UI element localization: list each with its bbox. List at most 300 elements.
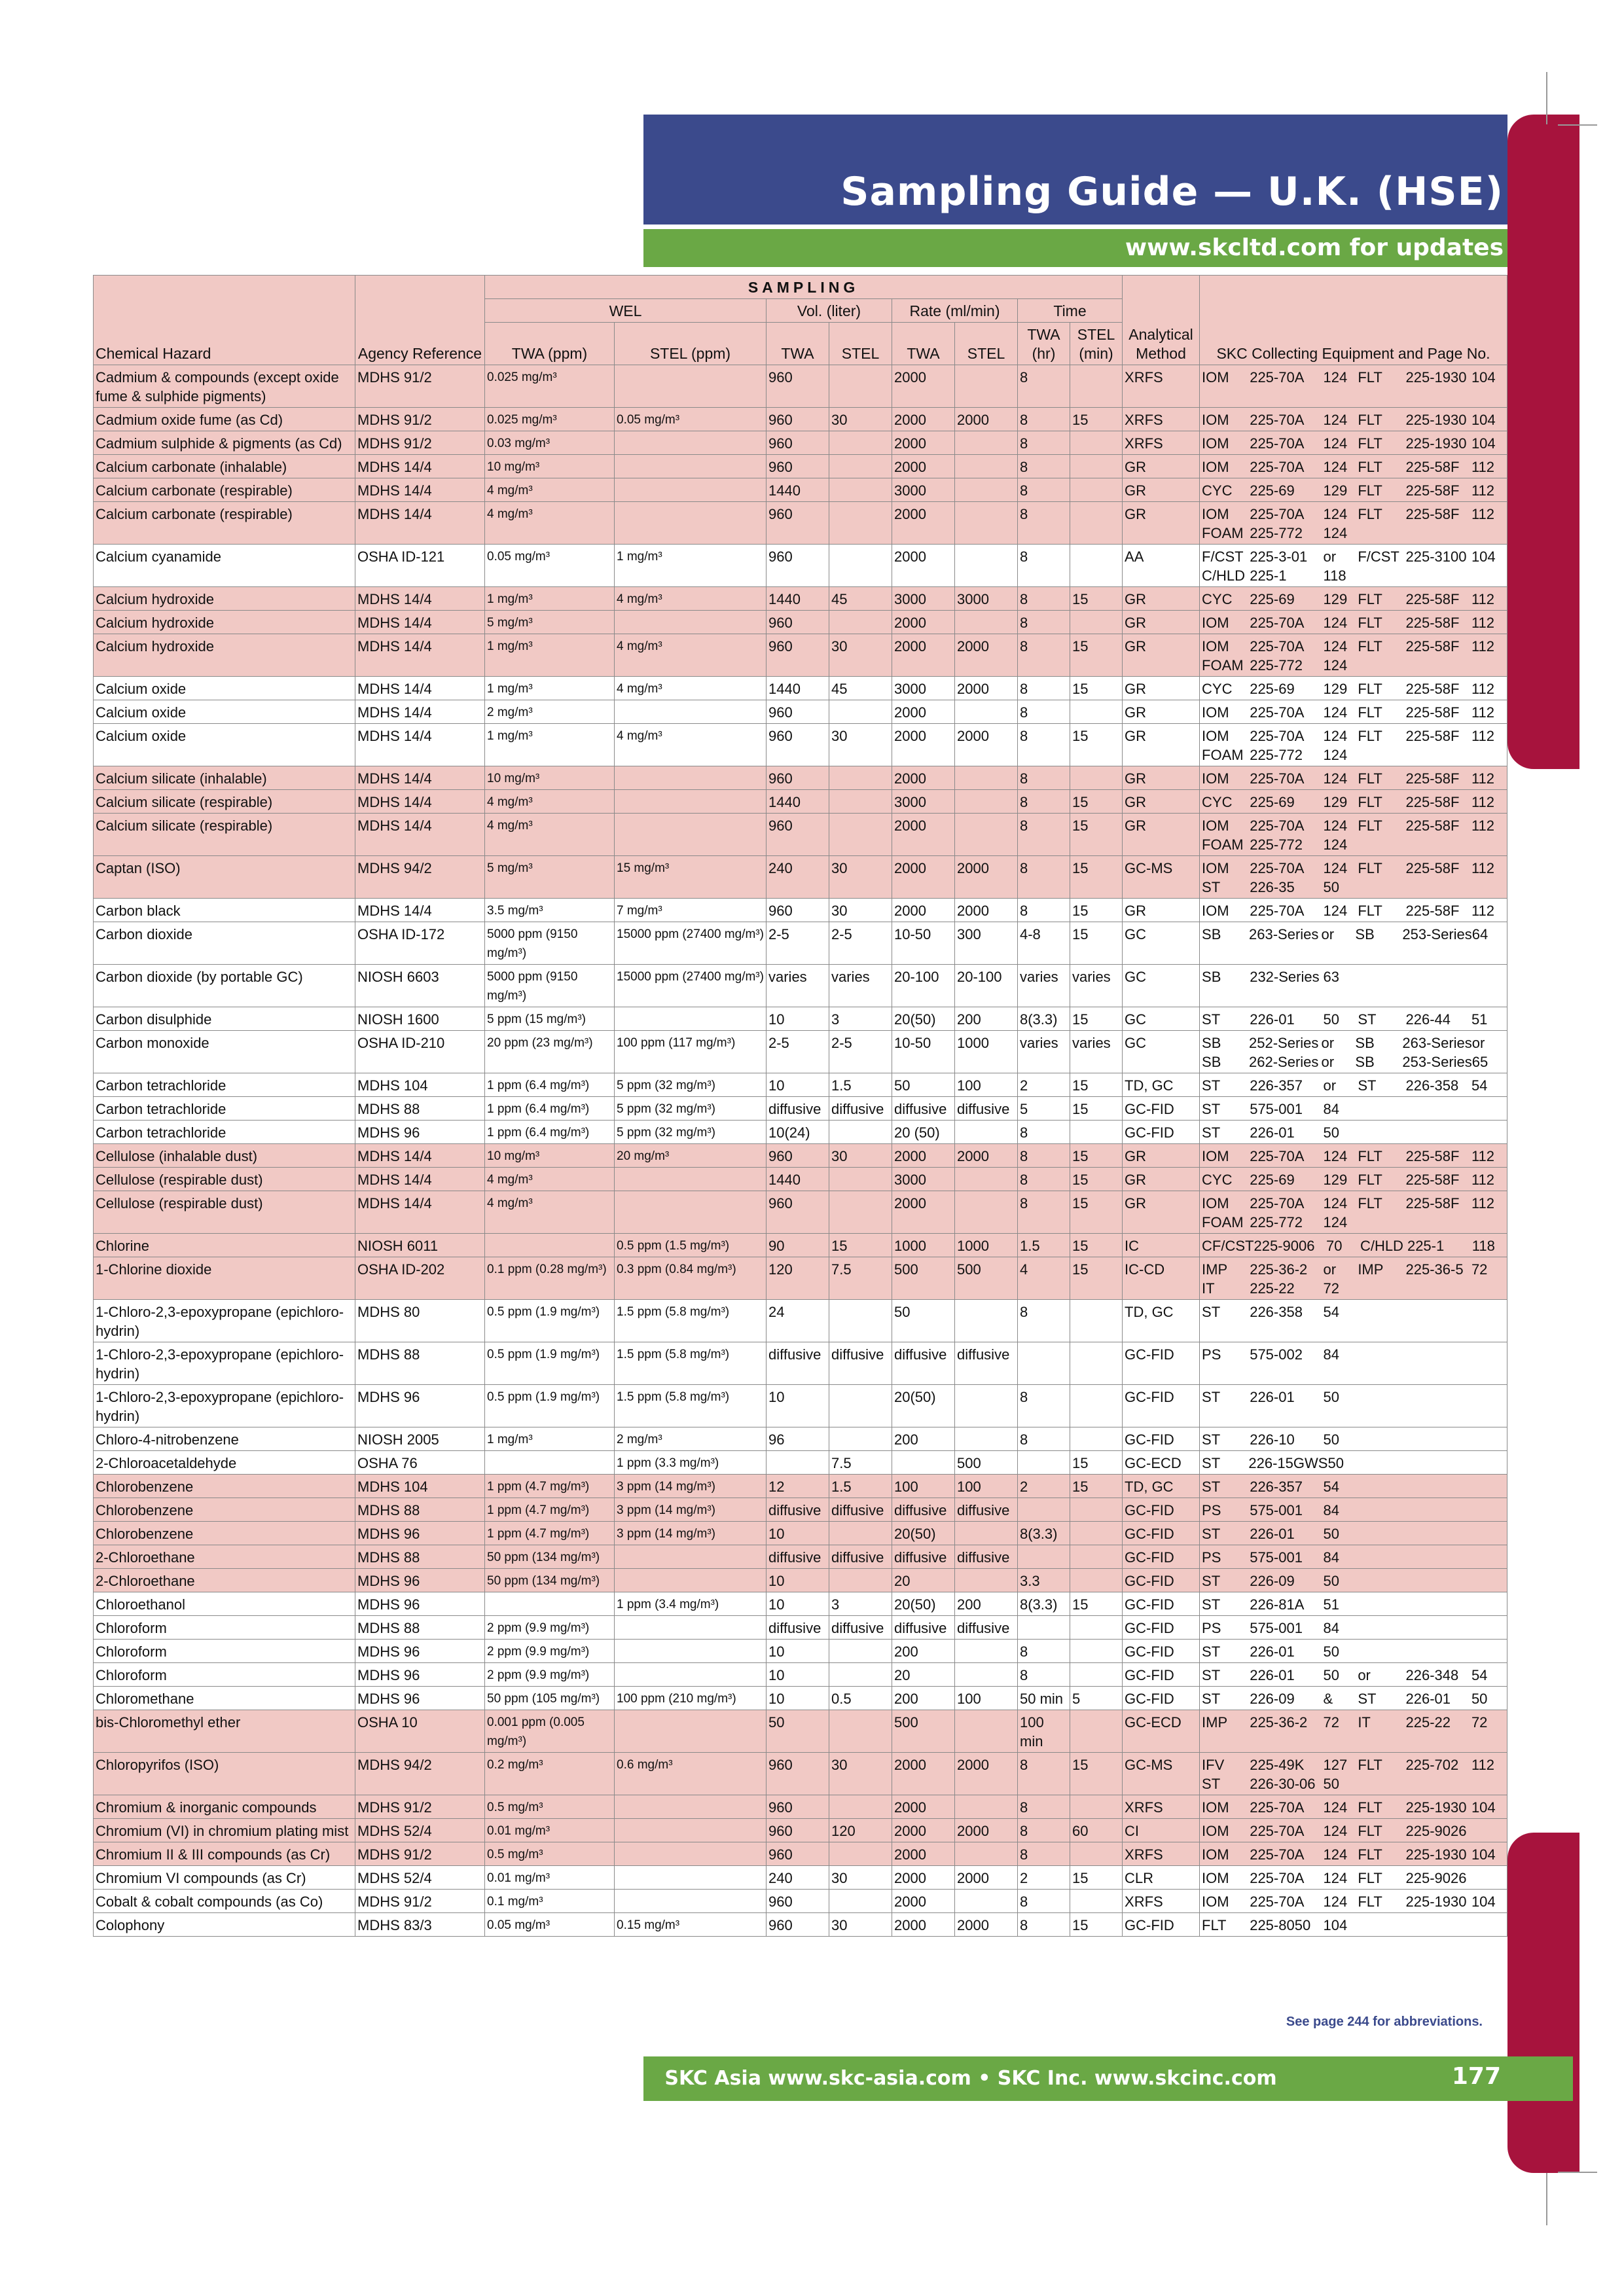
agency-cell: MDHS 88: [355, 1498, 485, 1522]
rate-twa-cell: 20 (50): [892, 1121, 955, 1144]
equipment-part: [1471, 1345, 1505, 1364]
time-twa-cell: varies: [1018, 965, 1070, 1007]
table-row: [94, 502, 1507, 545]
equipment-line: [1202, 1454, 1505, 1473]
twa-cell: 50 ppm (134 mg/m³): [485, 1569, 615, 1592]
equipment-part: 225-69: [1250, 591, 1295, 607]
equipment-part: 225-70A: [1250, 506, 1305, 522]
equipment-part: IOM: [1202, 1799, 1229, 1816]
equipment-part: [1471, 1619, 1505, 1638]
equipment-part: 226-01: [1250, 1011, 1295, 1028]
equipment-part: 54: [1323, 1304, 1340, 1320]
side-tab-bottom: [1507, 1833, 1579, 2173]
time-twa-cell: [1018, 1545, 1070, 1569]
time-twa-cell: 8: [1018, 790, 1070, 814]
equipment-part: 225-8050: [1250, 1917, 1311, 1933]
time-stel-cell: 15: [1070, 899, 1123, 922]
equipment-part: 112: [1471, 1148, 1495, 1164]
sampling-group-header: SAMPLING: [485, 276, 1123, 299]
equipment-line: [1202, 434, 1505, 453]
table-row: [94, 724, 1507, 766]
equipment-part: 104: [1323, 1917, 1348, 1933]
equipment-part: FLT: [1358, 1757, 1382, 1773]
stel-cell: [615, 502, 767, 545]
equipment-part: IMP: [1358, 1261, 1384, 1278]
rate-stel-cell: 100: [955, 1687, 1018, 1710]
equipment-part: 124: [1323, 459, 1348, 475]
chemical-cell: Carbon dioxide: [94, 922, 355, 965]
table-row: [94, 1663, 1507, 1687]
agency-cell: MDHS 14/4: [355, 724, 485, 766]
equipment-part: 124: [1323, 1195, 1348, 1211]
equipment-cell: [1200, 1795, 1507, 1819]
method-cell: GC-FID: [1123, 1498, 1200, 1522]
agency-cell: MDHS 91/2: [355, 431, 485, 455]
rate-stel-cell: [955, 1427, 1018, 1451]
rate-twa-cell: diffusive: [892, 1342, 955, 1385]
rate-twa-cell: 20(50): [892, 1522, 955, 1545]
vol-twa-cell: 960: [767, 545, 829, 587]
table-row: [94, 899, 1507, 922]
rate-stel-cell: 1000: [955, 1031, 1018, 1073]
equipment-part: 112: [1471, 817, 1495, 834]
equipment-line: [1202, 967, 1505, 986]
equipment-part: 50: [1323, 1526, 1340, 1542]
equipment-part: 262-Series: [1249, 1054, 1319, 1070]
equipment-part: [1362, 1454, 1408, 1473]
agency-cell: MDHS 80: [355, 1300, 485, 1342]
equipment-part: [1471, 1123, 1505, 1142]
equipment-part: 50: [1323, 1776, 1340, 1792]
equipment-line: [1202, 1501, 1505, 1520]
equipment-line: [1202, 679, 1505, 698]
vol-stel-cell: 30: [829, 1144, 892, 1168]
vol-twa-cell: 960: [767, 1842, 829, 1866]
stel-cell: [615, 1545, 767, 1569]
equipment-part: CYC: [1202, 591, 1233, 607]
rate-twa-cell: 2000: [892, 899, 955, 922]
table-row: [94, 431, 1507, 455]
equipment-part: 50: [1323, 1573, 1340, 1589]
equipment-part: 54: [1471, 1077, 1488, 1094]
time-twa-cell: 8: [1018, 766, 1070, 790]
twa-cell: 0.05 mg/m³: [485, 1913, 615, 1937]
equipment-part: [1358, 1595, 1405, 1614]
rate-twa-cell: 2000: [892, 502, 955, 545]
agency-cell: MDHS 88: [355, 1545, 485, 1569]
twa-cell: 1 ppm (6.4 mg/m³): [485, 1073, 615, 1097]
method-cell: TD, GC: [1123, 1300, 1200, 1342]
rate-stel-cell: diffusive: [955, 1616, 1018, 1640]
vol-stel-cell: 3: [829, 1592, 892, 1616]
equipment-part: 226-09: [1250, 1573, 1295, 1589]
time-stel-cell: 15: [1070, 1168, 1123, 1191]
vol-twa-cell: [767, 1451, 829, 1475]
stel-cell: 4 mg/m³: [615, 634, 767, 677]
method-cell: XRFS: [1123, 408, 1200, 431]
equipment-cell: [1200, 1687, 1507, 1710]
equipment-part: F/CST: [1202, 548, 1244, 565]
equipment-part: 72: [1471, 1261, 1488, 1278]
equipment-line: [1202, 1774, 1505, 1793]
stel-cell: [615, 1569, 767, 1592]
time-stel-cell: [1070, 1498, 1123, 1522]
time-twa-cell: 8(3.3): [1018, 1007, 1070, 1031]
equipment-part: 225-70A: [1250, 1195, 1305, 1211]
twa-cell: [485, 1234, 615, 1257]
equipment-part: 129: [1323, 1172, 1348, 1188]
method-cell: GR: [1123, 634, 1200, 677]
equipment-part: 112: [1471, 770, 1495, 787]
equipment-cell: [1200, 634, 1507, 677]
equipment-cell: [1200, 766, 1507, 790]
equipment-cell: [1200, 1522, 1507, 1545]
col-chemical-hazard: Chemical Hazard: [94, 276, 355, 365]
equipment-part: FOAM: [1202, 525, 1244, 541]
twa-cell: 4 mg/m³: [485, 478, 615, 502]
time-twa-cell: 5: [1018, 1097, 1070, 1121]
equipment-part: [1471, 1524, 1505, 1543]
equipment-part: 225-1930: [1405, 369, 1467, 386]
twa-cell: [485, 1451, 615, 1475]
equipment-part: 124: [1323, 506, 1348, 522]
vol-stel-cell: 1.5: [829, 1073, 892, 1097]
equipment-part: [1406, 1279, 1471, 1298]
table-row: [94, 1191, 1507, 1234]
equipment-part: ST: [1202, 1431, 1221, 1448]
rate-twa-cell: 2000: [892, 1144, 955, 1168]
chemical-cell: Cellulose (respirable dust): [94, 1191, 355, 1234]
table-row: [94, 1121, 1507, 1144]
table-row: [94, 545, 1507, 587]
equipment-part: IOM: [1202, 704, 1229, 721]
table-row: [94, 587, 1507, 611]
stel-cell: [615, 1007, 767, 1031]
time-stel-cell: [1070, 1300, 1123, 1342]
table-row: [94, 1385, 1507, 1427]
agency-cell: MDHS 91/2: [355, 408, 485, 431]
vol-stel-cell: 1.5: [829, 1475, 892, 1498]
equipment-part: 72: [1471, 1714, 1488, 1731]
table-row: [94, 1687, 1507, 1710]
chemical-cell: Calcium silicate (inhalable): [94, 766, 355, 790]
twa-cell: 2 ppm (9.9 mg/m³): [485, 1640, 615, 1663]
equipment-line: [1202, 1279, 1505, 1298]
equipment-part: [1471, 1501, 1505, 1520]
rate-stel-cell: 2000: [955, 724, 1018, 766]
time-stel-cell: 15: [1070, 1753, 1123, 1795]
time-twa-cell: [1018, 1498, 1070, 1522]
time-twa-cell: 8: [1018, 1753, 1070, 1795]
equipment-part: FOAM: [1202, 747, 1244, 763]
twa-cell: 10 mg/m³: [485, 455, 615, 478]
equipment-cell: [1200, 545, 1507, 587]
equipment-part: 127: [1323, 1757, 1348, 1773]
method-cell: GC-MS: [1123, 1753, 1200, 1795]
equipment-part: [1406, 1595, 1471, 1614]
time-twa-cell: 8: [1018, 1842, 1070, 1866]
equipment-cell: [1200, 790, 1507, 814]
rate-twa-cell: 200: [892, 1427, 955, 1451]
equipment-part: 225-58F: [1405, 1195, 1460, 1211]
equipment-line: [1202, 637, 1505, 656]
vol-stel-cell: diffusive: [829, 1545, 892, 1569]
rate-twa-cell: 2000: [892, 365, 955, 408]
chemical-cell: Calcium hydroxide: [94, 611, 355, 634]
chemical-cell: Carbon monoxide: [94, 1031, 355, 1073]
equipment-cell: [1200, 502, 1507, 545]
twa-cell: 5 ppm (15 mg/m³): [485, 1007, 615, 1031]
chemical-cell: Carbon tetrachloride: [94, 1073, 355, 1097]
equipment-part: 225-1930: [1405, 1846, 1467, 1863]
vol-twa-cell: 10: [767, 1592, 829, 1616]
table-row: [94, 1753, 1507, 1795]
equipment-part: FLT: [1358, 435, 1382, 452]
equipment-part: [1358, 1302, 1405, 1321]
time-twa-cell: 4: [1018, 1257, 1070, 1300]
equipment-part: 225-58F: [1405, 681, 1460, 697]
equipment-part: 84: [1323, 1620, 1340, 1636]
time-stel-cell: 15: [1070, 1913, 1123, 1937]
vol-twa-cell: diffusive: [767, 1342, 829, 1385]
vol-stel-cell: [829, 545, 892, 587]
rate-twa-cell: 2000: [892, 724, 955, 766]
equipment-part: 124: [1323, 1846, 1348, 1863]
agency-cell: MDHS 14/4: [355, 611, 485, 634]
vol-twa-cell: 10: [767, 1569, 829, 1592]
rate-twa-cell: 2000: [892, 856, 955, 899]
time-twa-cell: [1018, 1342, 1070, 1385]
equipment-part: 124: [1323, 525, 1348, 541]
crop-mark: [1546, 72, 1547, 124]
rate-stel-cell: [955, 1640, 1018, 1663]
time-stel-cell: [1070, 1616, 1123, 1640]
equipment-part: 225-58F: [1405, 903, 1460, 919]
rate-stel-cell: [955, 766, 1018, 790]
equipment-part: [1406, 835, 1471, 854]
rate-stel-cell: [955, 455, 1018, 478]
time-twa-cell: 8: [1018, 1890, 1070, 1913]
equipment-line: [1202, 1595, 1505, 1614]
stel-cell: 0.3 ppm (0.84 mg/m³): [615, 1257, 767, 1300]
twa-cell: 2 mg/m³: [485, 700, 615, 724]
method-cell: GR: [1123, 677, 1200, 700]
sampling-table: [93, 275, 1507, 1937]
table-row: [94, 1031, 1507, 1073]
twa-cell: 10 mg/m³: [485, 1144, 615, 1168]
page-title: Sampling Guide — U.K. (HSE): [840, 169, 1504, 215]
agency-cell: MDHS 96: [355, 1569, 485, 1592]
chemical-cell: Chromium & inorganic compounds: [94, 1795, 355, 1819]
equipment-part: 226-15GWS: [1248, 1455, 1328, 1471]
equipment-cell: [1200, 1257, 1507, 1300]
equipment-part: 124: [1323, 704, 1348, 721]
equipment-part: ST: [1202, 1667, 1221, 1683]
vol-twa-cell: 2-5: [767, 922, 829, 965]
equipment-part: 225-58F: [1405, 794, 1460, 810]
equipment-part: 51: [1471, 1011, 1488, 1028]
agency-cell: MDHS 14/4: [355, 814, 485, 856]
twa-cell: 0.025 mg/m³: [485, 365, 615, 408]
vol-stel-cell: 0.5: [829, 1687, 892, 1710]
equipment-part: IOM: [1202, 615, 1229, 631]
twa-cell: 4 mg/m³: [485, 790, 615, 814]
chemical-cell: Cellulose (respirable dust): [94, 1168, 355, 1191]
vol-stel-cell: diffusive: [829, 1342, 892, 1385]
equipment-part: 50: [1323, 1643, 1340, 1660]
time-twa-cell: 1.5: [1018, 1234, 1070, 1257]
equipment-cell: [1200, 431, 1507, 455]
equipment-line: [1202, 1755, 1505, 1774]
equipment-part: FLT: [1358, 1846, 1382, 1863]
equipment-part: 226-44: [1405, 1011, 1451, 1028]
twa-cell: 0.5 ppm (1.9 mg/m³): [485, 1300, 615, 1342]
table-row: [94, 922, 1507, 965]
time-stel-cell: varies: [1070, 1031, 1123, 1073]
time-twa-cell: 8: [1018, 634, 1070, 677]
equipment-part: ST: [1202, 1077, 1221, 1094]
equipment-part: [1358, 1279, 1405, 1298]
equipment-part: IOM: [1202, 728, 1229, 744]
rate-twa-cell: 20(50): [892, 1385, 955, 1427]
equipment-cell: [1200, 1866, 1507, 1890]
equipment-part: ST: [1202, 1526, 1221, 1542]
method-cell: GC-FID: [1123, 1427, 1200, 1451]
equipment-line: [1202, 656, 1505, 675]
equipment-part: 225-772: [1250, 747, 1303, 763]
rate-twa-cell: 1000: [892, 1234, 955, 1257]
stel-cell: 1 ppm (3.3 mg/m³): [615, 1451, 767, 1475]
equipment-cell: [1200, 856, 1507, 899]
equipment-part: ST: [1202, 1455, 1221, 1471]
equipment-part: [1406, 967, 1471, 986]
chemical-cell: Carbon dioxide (by portable GC): [94, 965, 355, 1007]
equipment-part: 104: [1471, 1799, 1496, 1816]
equipment-part: 263-Series: [1402, 1035, 1472, 1051]
vol-twa-cell: 240: [767, 1866, 829, 1890]
agency-cell: MDHS 14/4: [355, 502, 485, 545]
page-number: 177: [1451, 2063, 1501, 2090]
time-stel-cell: [1070, 1545, 1123, 1569]
equipment-part: 124: [1323, 903, 1348, 919]
time-stel-cell: [1070, 1342, 1123, 1385]
equipment-part: or: [1358, 1667, 1371, 1683]
agency-cell: MDHS 94/2: [355, 856, 485, 899]
rate-twa-cell: 2000: [892, 814, 955, 856]
chemical-cell: 1-Chlorine dioxide: [94, 1257, 355, 1300]
equipment-part: 225-70A: [1250, 1893, 1305, 1910]
col-rate-stel: STEL: [955, 323, 1018, 365]
time-twa-cell: 8: [1018, 1819, 1070, 1842]
method-cell: GC: [1123, 965, 1200, 1007]
equipment-part: 50: [1323, 1431, 1340, 1448]
equipment-part: 104: [1471, 548, 1496, 565]
equipment-part: FLT: [1358, 728, 1382, 744]
equipment-cell: [1200, 1842, 1507, 1866]
vol-twa-cell: 10: [767, 1663, 829, 1687]
twa-cell: 1 mg/m³: [485, 634, 615, 677]
rate-stel-cell: 2000: [955, 408, 1018, 431]
equipment-part: 225-58F: [1405, 615, 1460, 631]
equipment-part: [1406, 1477, 1471, 1496]
equipment-part: IOM: [1202, 770, 1229, 787]
equipment-part: [1358, 1571, 1405, 1590]
rate-stel-cell: [955, 1795, 1018, 1819]
stel-cell: 0.5 ppm (1.5 mg/m³): [615, 1234, 767, 1257]
rate-stel-cell: 1000: [955, 1234, 1018, 1257]
stel-cell: [615, 1866, 767, 1890]
time-stel-cell: 5: [1070, 1687, 1123, 1710]
equipment-part: 252-Series: [1249, 1035, 1319, 1051]
vol-stel-cell: [829, 1191, 892, 1234]
table-row: [94, 1475, 1507, 1498]
equipment-part: [1471, 835, 1505, 854]
equipment-part: [1406, 566, 1471, 585]
rate-stel-cell: 2000: [955, 899, 1018, 922]
vol-stel-cell: 2-5: [829, 1031, 892, 1073]
equipment-part: CYC: [1202, 482, 1233, 499]
equipment-line: [1202, 566, 1505, 585]
time-twa-cell: 8: [1018, 1191, 1070, 1234]
equipment-part: 263-Series: [1249, 926, 1319, 942]
chemical-cell: Chloroform: [94, 1640, 355, 1663]
chemical-cell: 2-Chloroacetaldehyde: [94, 1451, 355, 1475]
table-row: [94, 1498, 1507, 1522]
rate-twa-cell: 2000: [892, 700, 955, 724]
method-cell: GC-ECD: [1123, 1451, 1200, 1475]
equipment-part: IOM: [1202, 435, 1229, 452]
equipment-part: [1471, 566, 1505, 585]
equipment-part: 225-70A: [1250, 615, 1305, 631]
vol-twa-cell: 10: [767, 1640, 829, 1663]
equipment-part: 112: [1471, 591, 1495, 607]
table-row: [94, 1795, 1507, 1819]
rate-stel-cell: 2000: [955, 1866, 1018, 1890]
equipment-cell: [1200, 1168, 1507, 1191]
vol-twa-cell: 960: [767, 724, 829, 766]
method-cell: GR: [1123, 455, 1200, 478]
rate-stel-cell: 2000: [955, 1913, 1018, 1937]
equipment-part: [1471, 524, 1505, 543]
equipment-line: [1202, 835, 1505, 854]
rate-twa-cell: 2000: [892, 1191, 955, 1234]
stel-cell: [615, 1795, 767, 1819]
equipment-cell: [1200, 1144, 1507, 1168]
rate-twa-cell: 20-100: [892, 965, 955, 1007]
vol-stel-cell: [829, 1121, 892, 1144]
chemical-cell: Calcium carbonate (respirable): [94, 478, 355, 502]
twa-cell: 1 ppm (4.7 mg/m³): [485, 1522, 615, 1545]
chemical-cell: Carbon tetrachloride: [94, 1097, 355, 1121]
rate-twa-cell: 2000: [892, 1819, 955, 1842]
agency-cell: MDHS 91/2: [355, 1795, 485, 1819]
time-stel-cell: 15: [1070, 724, 1123, 766]
stel-cell: [615, 478, 767, 502]
equipment-line: [1202, 1194, 1505, 1213]
table-row: [94, 1007, 1507, 1031]
twa-cell: 0.001 ppm (0.005 mg/m³): [485, 1710, 615, 1753]
time-twa-cell: 100 min: [1018, 1710, 1070, 1753]
equipment-line: [1202, 1477, 1505, 1496]
method-cell: GC-FID: [1123, 1687, 1200, 1710]
stel-cell: 15000 ppm (27400 mg/m³): [615, 922, 767, 965]
equipment-part: 225-70A: [1250, 1799, 1305, 1816]
equipment-part: [1406, 1430, 1471, 1449]
equipment-part: IOM: [1202, 903, 1229, 919]
agency-cell: NIOSH 6603: [355, 965, 485, 1007]
equipment-part: SB: [1355, 1035, 1375, 1051]
agency-cell: MDHS 14/4: [355, 899, 485, 922]
